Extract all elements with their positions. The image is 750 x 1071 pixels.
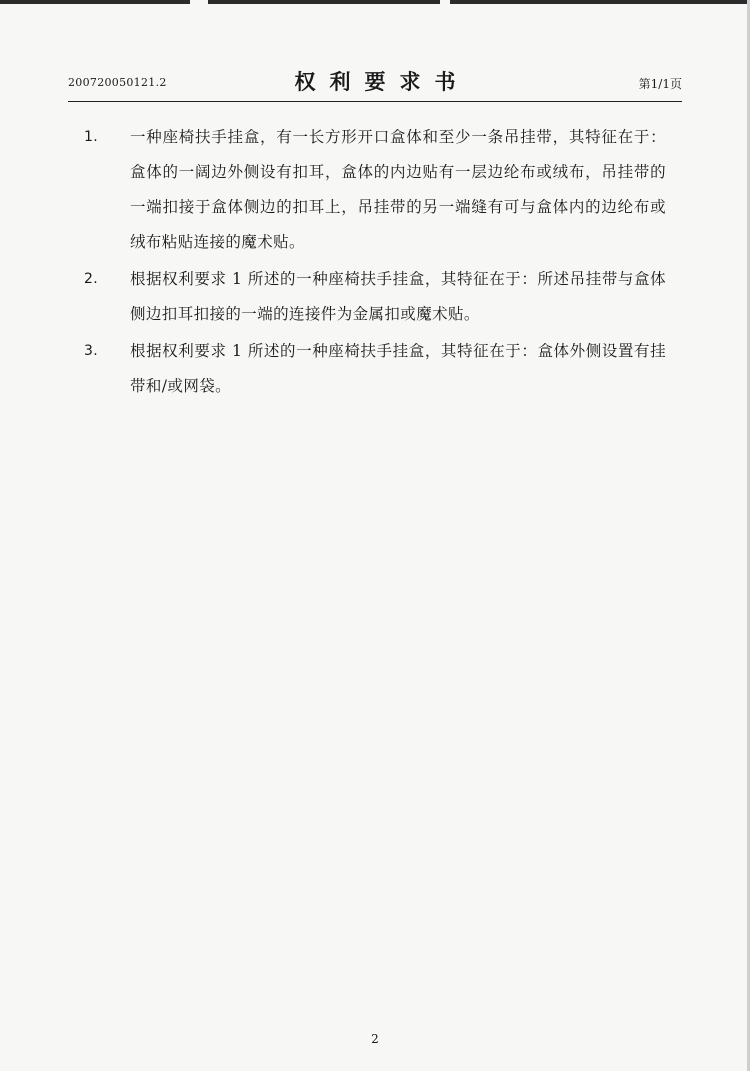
header-rule	[68, 101, 682, 102]
claim-number: 2.	[84, 271, 99, 287]
document-title: 权利要求书	[294, 69, 470, 94]
page-header	[68, 64, 682, 98]
claim-text: 根据权利要求 1 所述的一种座椅扶手挂盒，其特征在于：所述吊挂带与盒体侧边扣耳扣接的一端的连接件为金属扣或魔术贴。	[130, 270, 666, 323]
scan-top-gap	[440, 0, 450, 4]
claims-list	[78, 120, 666, 406]
claim-item	[78, 120, 666, 260]
page-number: 2	[371, 1032, 379, 1046]
scan-top-edge	[0, 0, 750, 4]
scan-top-gap	[190, 0, 208, 4]
application-number: 200720050121.2	[68, 76, 167, 89]
claim-text: 根据权利要求 1 所述的一种座椅扶手挂盒，其特征在于：盒体外侧设置有挂带和/或网袋。	[130, 342, 666, 395]
claim-number: 1.	[84, 129, 99, 145]
claim-text: 一种座椅扶手挂盒，有一长方形开口盒体和至少一条吊挂带，其特征在于：盒体的一阔边外侧设有扣耳，盒体的内边贴有一层边纶布或绒布，吊挂带的一端扣接于盒体侧边的扣耳上，吊挂带的另一端缝有可与盒体内的边纶布或绒布粘贴连接的魔术贴。	[130, 128, 666, 251]
claim-item	[78, 334, 666, 404]
claim-item	[78, 262, 666, 332]
claim-number: 3.	[84, 343, 99, 359]
page-indicator: 第1/1页	[638, 77, 682, 91]
